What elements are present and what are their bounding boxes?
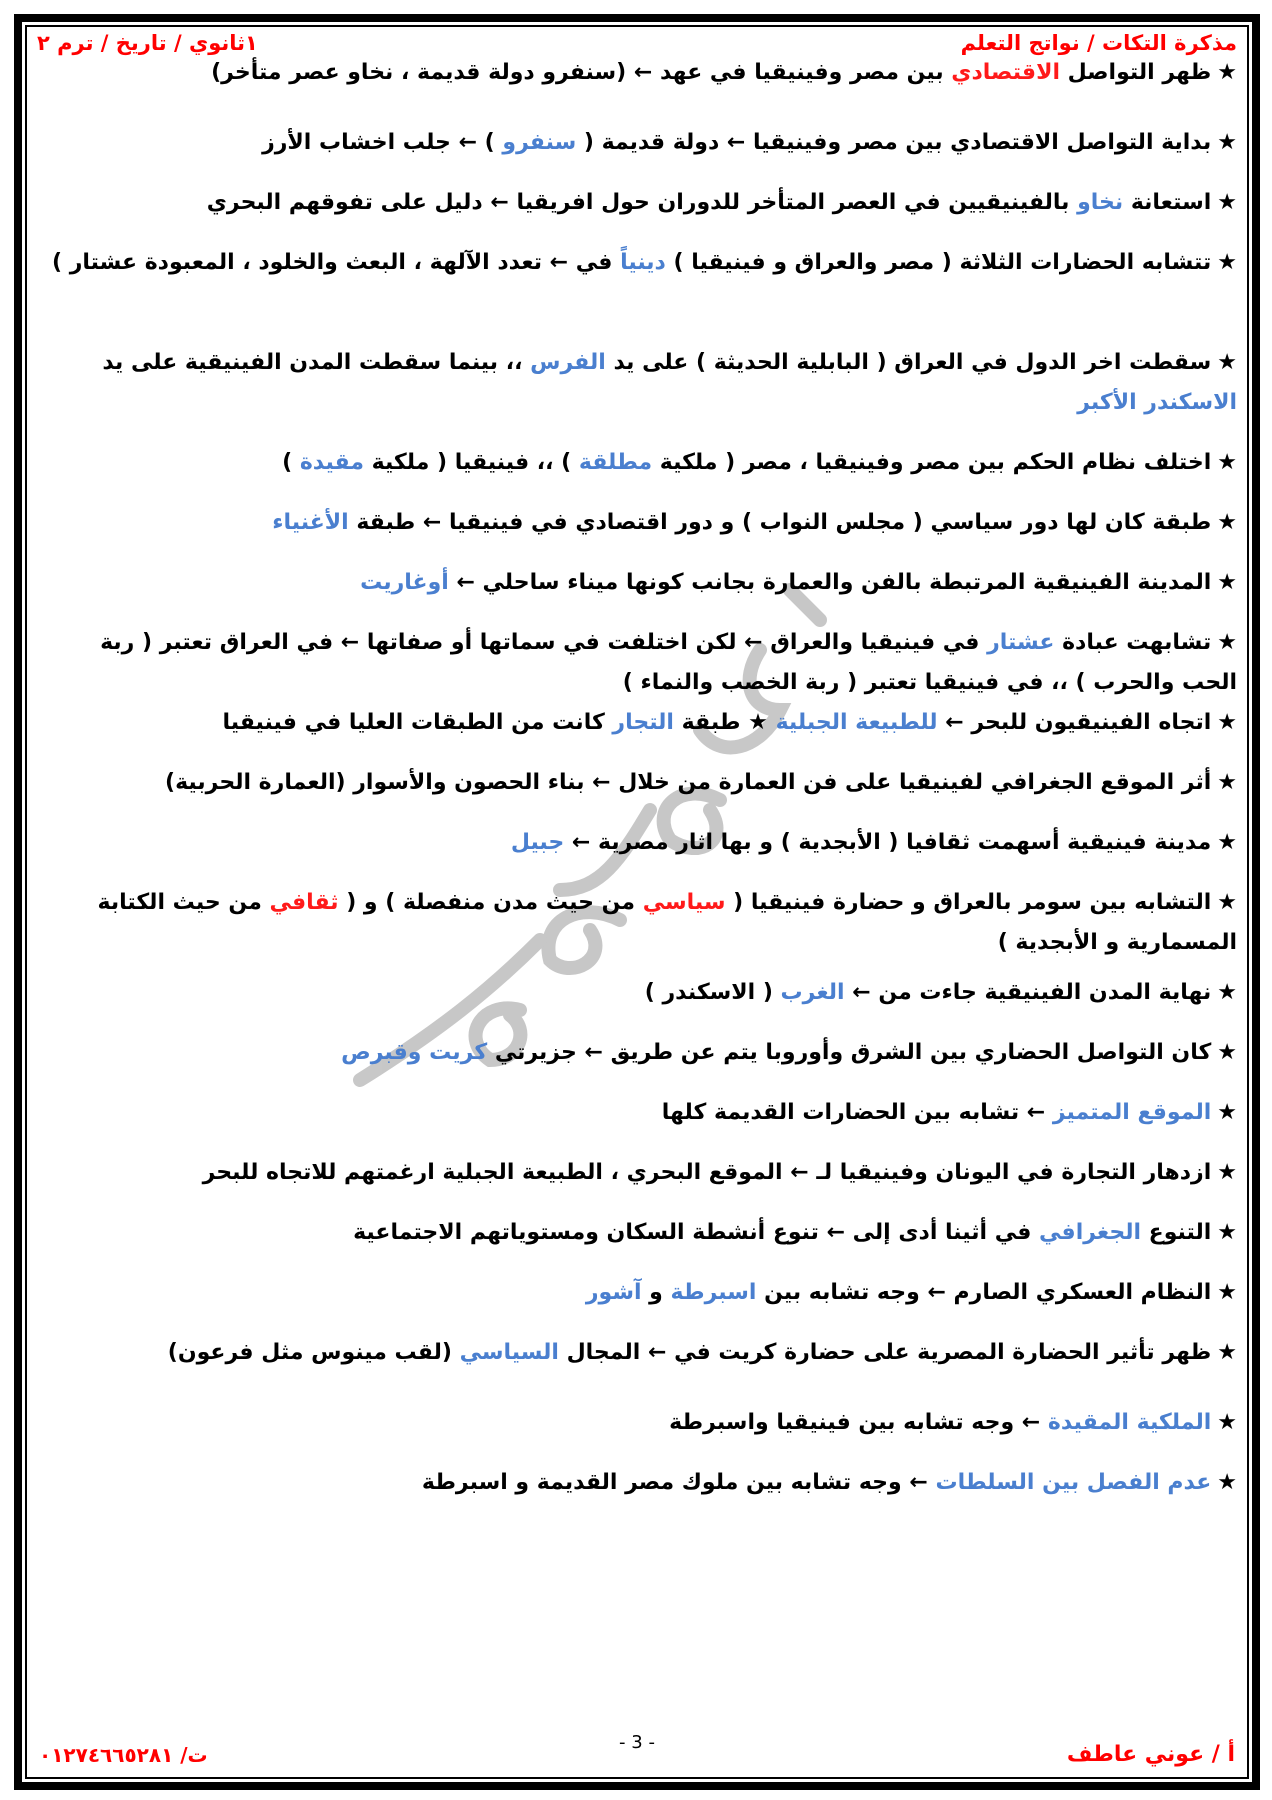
star-bullet-icon: ★ [1217, 130, 1237, 155]
highlighted-term: الجغرافي [1039, 1220, 1142, 1245]
note-item [45, 123, 1237, 163]
star-bullet-icon: ★ [1217, 1280, 1237, 1305]
highlighted-term: اسبرطة [670, 1280, 757, 1305]
note-item [45, 823, 1237, 863]
highlighted-term: الفرس [530, 350, 606, 375]
star-bullet-icon: ★ [1217, 190, 1237, 215]
highlighted-term: دينياً [620, 250, 666, 275]
note-text: (لقب مينوس مثل فرعون) [167, 1340, 460, 1365]
highlighted-term: سياسي [642, 890, 726, 915]
note-text: ) ،، فينيقيا ( ملكية [363, 450, 579, 475]
highlighted-term: عدم الفصل بين السلطات [935, 1470, 1212, 1495]
note-text: ← تشابه بين الحضارات القديمة كلها [661, 1100, 1053, 1125]
note-text: كان التواصل الحضاري بين الشرق وأوروبا يتم عن طريق ← جزيرتي [487, 1040, 1212, 1065]
document-page [27, 27, 1247, 1777]
note-item [45, 1403, 1237, 1443]
note-text: تشابهت عبادة [1054, 630, 1212, 655]
note-text: اختلف نظام الحكم بين مصر وفينيقيا ، مصر ( ملكية [652, 450, 1212, 475]
note-item [45, 973, 1237, 1013]
note-text: استعانة [1123, 190, 1212, 215]
note-text: ← وجه تشابه بين فينيقيا واسبرطة [669, 1410, 1048, 1435]
note-text: من حيث الكتابة المسمارية و الأبجدية ) [97, 890, 1237, 955]
note-text: ) ← جلب اخشاب الأرز [262, 130, 503, 155]
star-bullet-icon: ★ [1217, 1040, 1237, 1065]
highlighted-term: الاقتصادي [951, 60, 1060, 85]
note-item [45, 443, 1237, 483]
note-text: أثر الموقع الجغرافي لفينيقيا على فن العمارة من خلال ← بناء الحصون والأسوار (العمارة الحربية) [165, 770, 1212, 795]
header-grade: ١ثانوي / تاريخ / ترم ٢ [37, 31, 258, 55]
note-item [45, 883, 1237, 963]
note-text: ظهر التواصل [1060, 60, 1212, 85]
highlighted-term: سنفرو [502, 130, 577, 155]
note-text: بداية التواصل الاقتصادي بين مصر وفينيقيا ← دولة قديمة ( [576, 130, 1212, 155]
star-bullet-icon: ★ [1217, 250, 1237, 275]
note-text: في ← تعدد الآلهة ، البعث والخلود ، المعبودة عشتار ) [52, 250, 621, 275]
highlighted-term: عشتار [987, 630, 1055, 655]
note-item [45, 343, 1237, 423]
highlighted-term: السياسي [459, 1340, 559, 1365]
note-text: كانت من الطبقات العليا في فينيقيا [222, 710, 613, 735]
note-text: المدينة الفينيقية المرتبطة بالفن والعمارة بجانب كونها ميناء ساحلي ← [448, 570, 1212, 595]
star-bullet-icon: ★ [1217, 510, 1237, 535]
note-item [45, 53, 1237, 93]
highlighted-term: التجار [612, 710, 674, 735]
star-bullet-icon: ★ [1217, 1340, 1237, 1365]
note-item [45, 503, 1237, 543]
note-text: من حيث مدن منفصلة ) و ( [338, 890, 643, 915]
star-bullet-icon: ★ [1217, 450, 1237, 475]
note-text: نهاية المدن الفينيقية جاءت من ← [844, 980, 1212, 1005]
star-bullet-icon: ★ [1217, 630, 1237, 655]
star-bullet-icon: ★ [1217, 1470, 1237, 1495]
note-text: في فينيقيا والعراق ← لكن اختلفت في سماتها أو صفاتها ← في العراق تعتبر ( ربة الحب والحرب ) ،، في فينيقيا تعتبر ( ربة الخصب والنماء ) [100, 630, 1237, 695]
note-text: النظام العسكري الصارم ← وجه تشابه بين [756, 1280, 1212, 1305]
highlighted-term: الاسكندر الأكبر [1077, 390, 1237, 415]
note-text: بين مصر وفينيقيا في عهد ← (سنفرو دولة قديمة ، نخاو عصر متأخر) [211, 60, 952, 85]
note-text: ظهر تأثير الحضارة المصرية على حضارة كريت في ← المجال [558, 1340, 1212, 1365]
highlighted-term: كريت وقبرص [341, 1040, 488, 1065]
note-text: سقطت اخر الدول في العراق ( البابلية الحديثة ) على يد [605, 350, 1212, 375]
highlighted-term: الغرب [780, 980, 845, 1005]
star-bullet-icon: ★ [1217, 1100, 1237, 1125]
footer-page-number: - 3 - [619, 1732, 655, 1753]
star-bullet-icon: ★ [1217, 830, 1237, 855]
note-item [45, 183, 1237, 223]
note-item [45, 623, 1237, 703]
highlighted-term: الأغنياء [272, 510, 349, 535]
highlighted-term: الملكية المقيدة [1047, 1410, 1212, 1435]
note-item [45, 703, 1237, 743]
note-item [45, 1213, 1237, 1253]
note-text: مدينة فينيقية أسهمت ثقافيا ( الأبجدية ) و بها اثار مصرية ← [564, 830, 1212, 855]
note-item [45, 1333, 1237, 1373]
highlighted-term: نخاو [1077, 190, 1124, 215]
note-text: تتشابه الحضارات الثلاثة ( مصر والعراق و فينيقيا ) [665, 250, 1212, 275]
star-bullet-icon: ★ [1217, 1220, 1237, 1245]
highlighted-term: آشور [585, 1280, 642, 1305]
star-bullet-icon: ★ [1217, 350, 1237, 375]
highlighted-term: للطبيعة الجبلية [775, 710, 938, 735]
highlighted-term: ثقافي [269, 890, 339, 915]
star-bullet-icon: ★ [1217, 710, 1237, 735]
highlighted-term: جبيل [510, 830, 565, 855]
note-text: التنوع [1141, 1220, 1212, 1245]
note-item [45, 763, 1237, 803]
footer-author: أ / عوني عاطف [1066, 1742, 1235, 1767]
star-bullet-icon: ★ [1217, 1160, 1237, 1185]
note-text: ،، بينما سقطت المدن الفينيقية على يد [102, 350, 531, 375]
note-text: ازدهار التجارة في اليونان وفينيقيا لـ ← الموقع البحري ، الطبيعة الجبلية ارغمتهم للاتجاه للبحر [202, 1160, 1212, 1185]
note-text: ) [282, 450, 300, 475]
note-text: ← وجه تشابه بين ملوك مصر القديمة و اسبرطة [421, 1470, 936, 1495]
note-text: و [641, 1280, 671, 1305]
note-item [45, 1093, 1237, 1133]
highlighted-term: الموقع المتميز [1052, 1100, 1212, 1125]
highlighted-term: مطلقة [578, 450, 653, 475]
note-text: طبقة كان لها دور سياسي ( مجلس النواب ) و دور اقتصادي في فينيقيا ← طبقة [348, 510, 1212, 535]
highlighted-term: مقيدة [299, 450, 364, 475]
star-bullet-icon: ★ [1217, 770, 1237, 795]
note-item [45, 1273, 1237, 1313]
note-item [45, 1463, 1237, 1503]
star-bullet-icon: ★ [1217, 890, 1237, 915]
note-text: في أثينا أدى إلى ← تنوع أنشطة السكان ومستوياتهم الاجتماعية [353, 1220, 1040, 1245]
star-bullet-icon: ★ [1217, 570, 1237, 595]
note-text: التشابه بين سومر بالعراق و حضارة فينيقيا ( [725, 890, 1212, 915]
note-item [45, 1033, 1237, 1073]
note-item [45, 563, 1237, 603]
star-bullet-icon: ★ [1217, 980, 1237, 1005]
star-bullet-icon: ★ [1217, 1410, 1237, 1435]
note-text: ( الاسكندر ) [644, 980, 781, 1005]
footer-phone: ت/ ٠١٢٧٤٦٦٥٢٨١ [39, 1743, 208, 1767]
star-bullet-icon: ★ [1217, 60, 1237, 85]
note-text: بالفينيقيين في العصر المتأخر للدوران حول افريقيا ← دليل على تفوقهم البحري [206, 190, 1078, 215]
note-item [45, 243, 1237, 283]
header-title: مذكرة التكات / نواتج التعلم [960, 31, 1237, 55]
note-text: ★ طبقة [673, 710, 776, 735]
note-text: اتجاه الفينيقيون للبحر ← [937, 710, 1212, 735]
note-item [45, 1153, 1237, 1193]
highlighted-term: أوغاريت [360, 570, 449, 595]
